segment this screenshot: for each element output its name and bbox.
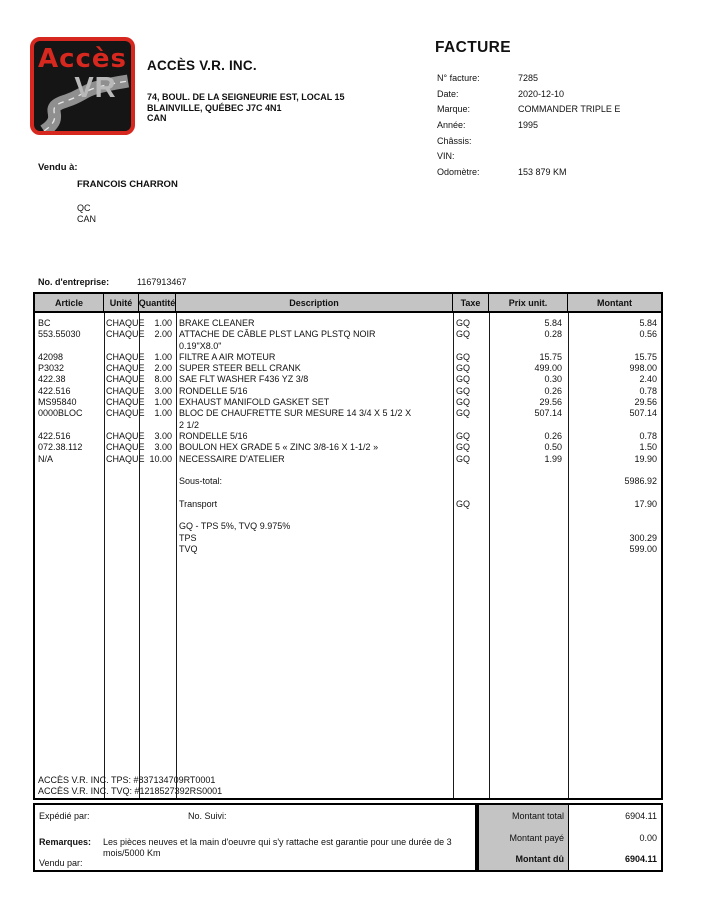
invoice-field-label: VIN:: [437, 151, 455, 162]
table-cell: GQ: [456, 351, 471, 362]
table-cell: 3.00: [154, 442, 172, 453]
table-cell: CHAQUE: [106, 453, 145, 464]
invoice-field-label: Odomètre:: [437, 167, 480, 178]
table-cell: RONDELLE 5/16: [179, 385, 248, 396]
table-cell: 42098: [38, 351, 64, 362]
table-cell: ATTACHE DE CÂBLE PLST LANG PLSTQ NOIR: [179, 329, 376, 340]
table-cell: GQ: [456, 453, 471, 464]
invoice-field-value: 1995: [518, 120, 539, 131]
table-cell: EXHAUST MANIFOLD GASKET SET: [179, 397, 330, 408]
tracking-number-label: No. Suivi:: [188, 811, 227, 821]
table-cell: 0000BLOC: [38, 408, 83, 419]
table-cell: 5.84: [639, 318, 657, 328]
table-cell: 29.56: [634, 397, 657, 408]
column-header-2: Unité: [104, 294, 139, 311]
invoice-field-row: [437, 136, 620, 152]
table-cell: GQ: [456, 430, 471, 441]
table-cell: 0.78: [639, 430, 657, 441]
invoice-field-value: COMMANDER TRIPLE E: [518, 104, 621, 115]
table-cell: TPS: [179, 532, 197, 543]
invoice-field-label: N° facture:: [437, 73, 480, 83]
table-row: [35, 408, 661, 419]
invoice-field-row: [437, 120, 620, 136]
table-cell: 0.78: [639, 385, 657, 396]
column-header-6: Prix unit.: [489, 294, 568, 311]
table-cell: FILTRE A AIR MOTEUR: [179, 351, 276, 362]
invoice-field-row: [437, 89, 620, 105]
table-row: [35, 374, 661, 385]
table-cell: 10.00: [149, 453, 172, 464]
table-cell: 3.00: [154, 430, 172, 441]
column-header-5: Taxe: [453, 294, 489, 311]
table-cell: 0.30: [544, 374, 562, 385]
table-cell: GQ: [456, 374, 471, 385]
invoice-field-value: 7285: [518, 73, 539, 83]
invoice-field-label: Année:: [437, 120, 466, 131]
table-row: [35, 431, 661, 442]
table-cell: BLOC DE CHAUFRETTE SUR MESURE 14 3/4 X 5 1/2 X: [179, 408, 412, 419]
table-cell: 422.38: [38, 374, 66, 385]
logo-acces-text: Accès: [37, 44, 128, 74]
total-value: 6904.11: [625, 810, 657, 821]
table-cell: CHAQUE: [106, 363, 145, 374]
totals-summary-box: [477, 803, 663, 872]
table-cell: GQ - TPS 5%, TVQ 9.975%: [179, 521, 291, 532]
table-row: [35, 476, 661, 487]
table-cell: 0.28: [544, 329, 562, 340]
table-row: [35, 420, 661, 431]
business-number-value: 1167913467: [137, 277, 187, 287]
company-address-line1: 74, BOUL. DE LA SEIGNEURIE EST, LOCAL 15: [147, 92, 345, 102]
table-cell: 1.00: [154, 318, 172, 328]
column-header-7: Montant: [597, 297, 632, 308]
invoice-field-value: 153 879 KM: [518, 167, 567, 178]
company-address: [147, 92, 345, 124]
table-cell: 1.00: [154, 408, 172, 419]
table-cell: 0.26: [544, 430, 562, 441]
table-cell: 2.00: [154, 329, 172, 340]
table-cell: 8.00: [154, 374, 172, 385]
table-cell: GQ: [456, 442, 471, 453]
table-cell: 553.55030: [38, 329, 81, 340]
total-value: 0.00: [639, 832, 657, 843]
shipped-by-label: Expédié par:: [39, 811, 90, 821]
table-cell: 0.19"X8.0": [179, 340, 222, 351]
company-logo: [30, 37, 135, 135]
table-cell: GQ: [456, 397, 471, 408]
table-cell: 0.26: [544, 385, 562, 396]
table-cell: BRAKE CLEANER: [179, 318, 255, 328]
table-cell: 300.29: [629, 532, 657, 543]
table-cell: 507.14: [629, 408, 657, 419]
table-cell: BOULON HEX GRADE 5 « ZINC 3/8-16 X 1-1/2 »: [179, 442, 379, 453]
customer-name: FRANCOIS CHARRON: [77, 179, 178, 190]
table-row: [35, 397, 661, 408]
invoice-field-label: Date:: [437, 88, 459, 99]
table-row: [35, 442, 661, 453]
table-cell: GQ: [456, 318, 471, 328]
table-cell: GQ: [456, 498, 471, 509]
column-header-3: Quantité: [139, 294, 176, 311]
table-cell: 507.14: [534, 408, 562, 419]
sold-by-label: Vendu par:: [39, 858, 83, 868]
table-cell: SUPER STEER BELL CRANK: [179, 363, 301, 374]
total-value: 6904.11: [624, 854, 657, 865]
table-cell: GQ: [456, 329, 471, 340]
invoice-field-value: 2020-12-10: [518, 88, 565, 99]
table-row: [35, 341, 661, 352]
invoice-field-row: [437, 167, 620, 183]
company-address-line2: BLAINVILLE, QUÉBEC J7C 4N1: [147, 102, 282, 113]
table-row: [35, 499, 661, 510]
table-row: [35, 329, 661, 340]
table-cell: 2.40: [639, 374, 657, 385]
table-cell: 29.56: [539, 397, 562, 408]
table-cell: TVQ: [179, 543, 198, 554]
table-cell: P3032: [38, 363, 65, 374]
remarks-label: Remarques:: [39, 837, 92, 847]
company-address-line3: CAN: [147, 113, 167, 123]
table-cell: CHAQUE: [106, 374, 145, 385]
tps-registration: ACCÈS V.R. INC. TPS: #837134709RT0001: [38, 775, 216, 785]
table-row: [35, 386, 661, 397]
items-table-header: [33, 292, 663, 313]
table-cell: 1.00: [154, 351, 172, 362]
table-cell: CHAQUE: [106, 397, 145, 408]
table-cell: MS95840: [38, 397, 77, 408]
table-cell: 5.84: [544, 318, 562, 328]
customer-province: QC: [77, 203, 91, 213]
remarks-text: Les pièces neuves et la main d'oeuvre qui s'y rattache est garantie pour une durée de 3 mois/5000 Km: [103, 837, 452, 858]
table-cell: 422.516: [38, 385, 71, 396]
table-row: [35, 510, 661, 521]
totals-labels: [479, 805, 569, 870]
table-cell: Transport: [179, 498, 218, 509]
table-cell: 422.516: [38, 430, 71, 441]
table-cell: GQ: [456, 408, 471, 419]
table-cell: GQ: [456, 363, 471, 374]
column-header-4: Description: [176, 294, 453, 311]
sold-to-label: Vendu à:: [38, 162, 78, 173]
business-number-label: No. d'entreprise:: [38, 277, 110, 287]
table-cell: 0.56: [639, 329, 657, 340]
table-cell: 1.50: [639, 442, 657, 453]
table-cell: 15.75: [634, 351, 657, 362]
table-row: [35, 487, 661, 498]
table-cell: CHAQUE: [106, 385, 145, 396]
table-row: [35, 363, 661, 374]
table-cell: 2 1/2: [179, 419, 200, 430]
invoice-title: FACTURE: [435, 39, 511, 56]
invoice-field-row: [437, 104, 620, 120]
table-cell: CHAQUE: [106, 329, 145, 340]
table-cell: GQ: [456, 385, 471, 396]
table-cell: N/A: [38, 453, 54, 464]
footer-info-box: [33, 803, 477, 872]
table-cell: 499.00: [534, 363, 562, 374]
table-cell: 5986.92: [624, 476, 657, 487]
invoice-fields: [437, 73, 620, 183]
table-row: [35, 521, 661, 532]
items-rows: [35, 318, 661, 555]
table-cell: 1.99: [544, 453, 562, 464]
logo-vr-text: VR: [74, 72, 117, 104]
totals-values: [569, 805, 661, 870]
total-label: Montant payé: [509, 832, 564, 843]
column-header-1: Article: [35, 294, 104, 311]
table-cell: 15.75: [539, 351, 562, 362]
invoice-field-label: Châssis:: [437, 135, 472, 146]
items-table-body: [33, 313, 663, 800]
table-cell: Sous-total:: [179, 476, 223, 487]
company-name: ACCÈS V.R. INC.: [147, 58, 257, 73]
table-cell: 3.00: [154, 385, 172, 396]
table-cell: CHAQUE: [106, 408, 145, 419]
total-label: Montant dû: [515, 854, 564, 865]
table-row: [35, 318, 661, 329]
total-label: Montant total: [511, 810, 564, 821]
invoice-field-row: [437, 73, 620, 89]
table-cell: 0.50: [544, 442, 562, 453]
table-row: [35, 465, 661, 476]
table-cell: 998.00: [629, 363, 657, 374]
table-cell: NECESSAIRE D'ATELIER: [179, 453, 285, 464]
table-cell: 599.00: [629, 543, 657, 554]
table-cell: 19.90: [634, 453, 657, 464]
invoice-field-label: Marque:: [437, 104, 471, 115]
table-cell: SAE FLT WASHER F436 YZ 3/8: [179, 374, 309, 385]
customer-country: CAN: [77, 214, 97, 224]
table-row: [35, 352, 661, 363]
invoice-field-row: [437, 151, 620, 167]
table-cell: CHAQUE: [106, 351, 145, 362]
table-cell: CHAQUE: [106, 442, 145, 453]
tvq-registration: ACCÈS V.R. INC. TVQ: #1218527392RS0001: [38, 786, 223, 796]
table-row: [35, 533, 661, 544]
table-cell: 17.90: [634, 498, 657, 509]
table-row: [35, 454, 661, 465]
table-row: [35, 544, 661, 555]
table-cell: 1.00: [154, 397, 172, 408]
table-cell: 072.38.112: [38, 442, 83, 453]
table-cell: CHAQUE: [106, 430, 145, 441]
table-cell: RONDELLE 5/16: [179, 430, 248, 441]
table-cell: 2.00: [154, 363, 172, 374]
table-cell: BC: [38, 318, 51, 328]
table-cell: CHAQUE: [106, 318, 145, 328]
